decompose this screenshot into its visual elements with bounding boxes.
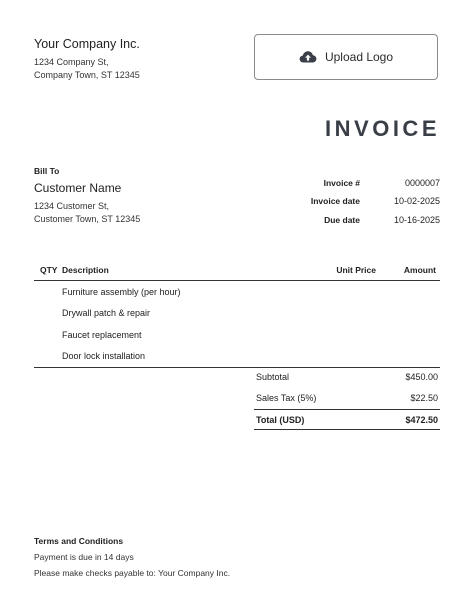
row-description: Drywall patch & repair [62, 308, 151, 318]
upload-logo-button[interactable] [254, 34, 438, 80]
table-bottom-divider [34, 367, 440, 368]
sales-tax-value: $22.50 [410, 393, 438, 403]
bill-to-label: Bill To [34, 166, 60, 176]
customer-address-line2: Customer Town, ST 12345 [34, 214, 141, 224]
row-description: Door lock installation [62, 351, 146, 361]
total-bottom-divider [254, 429, 440, 430]
customer-address-line1: 1234 Customer St, [34, 201, 110, 211]
terms-title: Terms and Conditions [34, 536, 124, 546]
terms-line-2: Please make checks payable to: Your Company Inc. [34, 568, 231, 578]
row-description: Furniture assembly (per hour) [62, 287, 181, 297]
column-header-description: Description [62, 265, 109, 275]
company-name: Your Company Inc. [34, 37, 140, 51]
upload-logo-label: Upload Logo [324, 50, 394, 64]
invoice-title: INVOICE [325, 116, 440, 141]
sales-tax-label: Sales Tax (5%) [256, 393, 317, 403]
company-address-line1: 1234 Company St, [34, 57, 109, 67]
total-value: $472.50 [405, 415, 438, 425]
table-header-divider [34, 280, 440, 281]
invoice-number-label: Invoice # [323, 178, 360, 188]
subtotal-value: $450.00 [405, 372, 438, 382]
invoice-number-value: 0000007 [404, 178, 440, 188]
column-header-qty: QTY [40, 265, 58, 275]
invoice-date-label: Invoice date [310, 196, 360, 206]
terms-line-1: Payment is due in 14 days [34, 552, 134, 562]
due-date-label: Due date [324, 215, 360, 225]
subtotal-label: Subtotal [256, 372, 290, 382]
row-description: Faucet replacement [62, 330, 142, 340]
company-address-line2: Company Town, ST 12345 [34, 70, 140, 80]
column-header-unit-price: Unit Price [336, 265, 376, 275]
invoice-date-value: 10-02-2025 [393, 196, 440, 206]
customer-name: Customer Name [34, 181, 122, 195]
total-top-divider [254, 409, 440, 410]
due-date-value: 10-16-2025 [393, 215, 440, 225]
cloud-upload-icon [299, 50, 317, 64]
total-label: Total (USD) [256, 415, 305, 425]
column-header-amount: Amount [403, 265, 436, 275]
